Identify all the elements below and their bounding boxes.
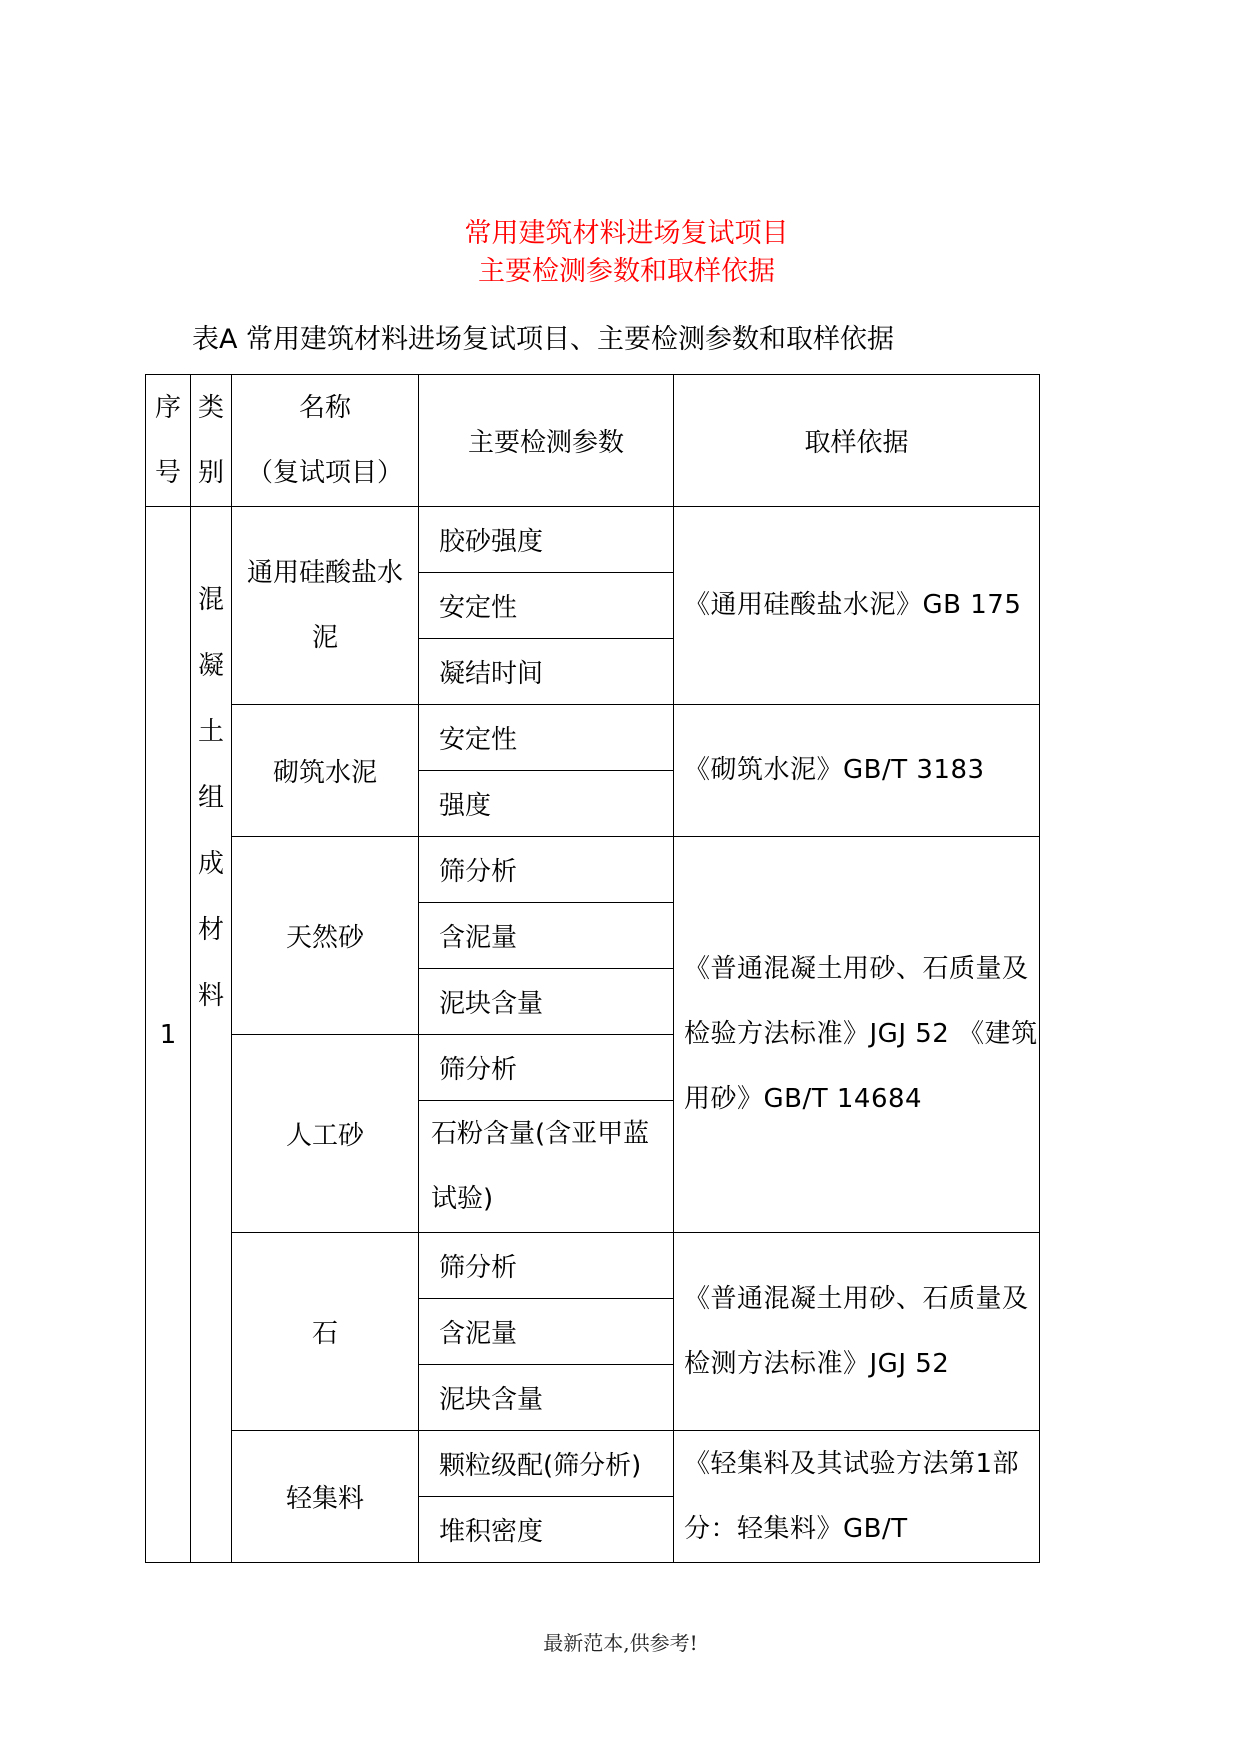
param-cell: 筛分析 — [419, 837, 674, 903]
basis-sand: 《普通混凝土用砂、石质量及检验方法标准》JGJ 52 《建筑用砂》GB/T 14684 — [674, 837, 1040, 1233]
param-cell: 安定性 — [419, 705, 674, 771]
header-name-line2: （复试项目） — [246, 457, 403, 488]
seq-cell: 1 — [146, 507, 191, 1563]
param-cell: 含泥量 — [419, 903, 674, 969]
table-row — [146, 1431, 1040, 1497]
param-cell: 筛分析 — [419, 1035, 674, 1101]
table-row — [146, 507, 1040, 573]
category-cell: 混凝土组成材料 — [191, 507, 232, 1563]
param-cell: 颗粒级配(筛分析) — [419, 1431, 674, 1497]
basis-cement: 《通用硅酸盐水泥》GB 175 — [674, 507, 1040, 705]
table-row — [146, 705, 1040, 771]
param-cell: 安定性 — [419, 573, 674, 639]
basis-light-aggregate: 《轻集料及其试验方法第1部分：轻集料》GB/T — [674, 1431, 1040, 1563]
param-cell: 泥块含量 — [419, 969, 674, 1035]
name-stone: 石 — [232, 1233, 419, 1431]
param-cell: 筛分析 — [419, 1233, 674, 1299]
page-footer: 最新范本,供参考! — [543, 1631, 698, 1655]
param-cell: 强度 — [419, 771, 674, 837]
param-cell: 胶砂强度 — [419, 507, 674, 573]
param-cell: 含泥量 — [419, 1299, 674, 1365]
header-category: 类别 — [191, 375, 232, 507]
name-masonry: 砌筑水泥 — [232, 705, 419, 837]
document-title-line2: 主要检测参数和取样依据 — [478, 256, 775, 287]
param-cell: 堆积密度 — [419, 1497, 674, 1563]
table-caption: 表A 常用建筑材料进场复试项目、主要检测参数和取样依据 — [192, 324, 895, 355]
table-row — [146, 837, 1040, 903]
basis-masonry: 《砌筑水泥》GB/T 3183 — [674, 705, 1040, 837]
param-cell: 凝结时间 — [419, 639, 674, 705]
name-natural-sand: 天然砂 — [232, 837, 419, 1035]
table-header-row — [146, 375, 1040, 507]
header-params: 主要检测参数 — [419, 375, 674, 507]
basis-stone: 《普通混凝土用砂、石质量及检测方法标准》JGJ 52 — [674, 1233, 1040, 1431]
header-seq: 序号 — [146, 375, 191, 507]
header-basis: 取样依据 — [674, 375, 1040, 507]
table-row — [146, 1233, 1040, 1299]
param-cell: 泥块含量 — [419, 1365, 674, 1431]
name-light-aggregate: 轻集料 — [232, 1431, 419, 1563]
materials-table — [145, 374, 1040, 1563]
header-name — [232, 375, 419, 507]
header-name-line1: 名称 — [298, 392, 351, 423]
name-artificial-sand: 人工砂 — [232, 1035, 419, 1233]
document-title-line1: 常用建筑材料进场复试项目 — [464, 218, 789, 249]
name-cement: 通用硅酸盐水泥 — [232, 507, 419, 705]
param-cell: 石粉含量(含亚甲蓝试验) — [419, 1101, 674, 1233]
